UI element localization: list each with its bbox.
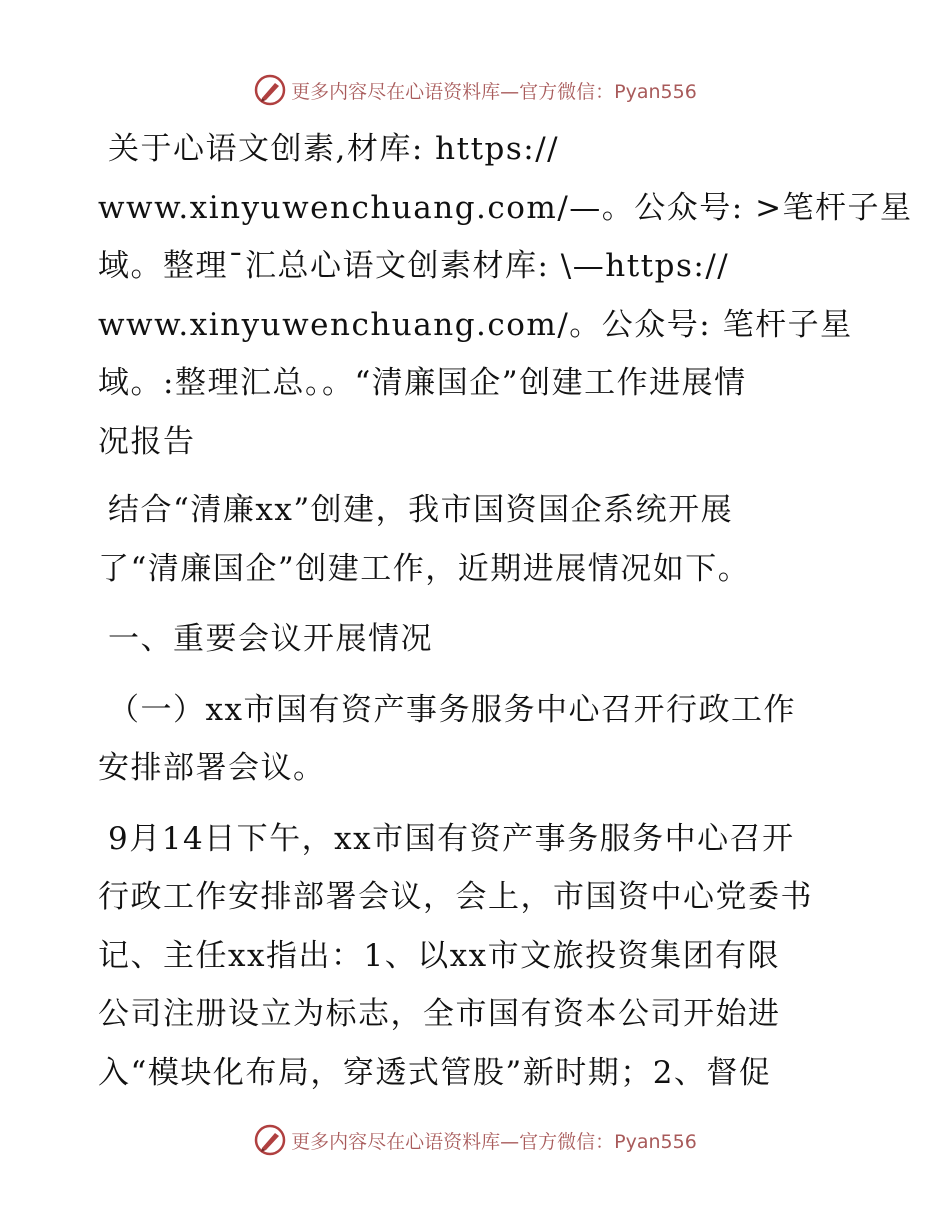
subsection-line: （一）xx市国有资产事务服务中心召开行政工作: [108, 691, 796, 728]
header-watermark-text: 更多内容尽在心语资料库—官方微信：Pyan556: [291, 80, 697, 103]
pen-nib-logo-icon: [253, 73, 287, 107]
footer-watermark-banner: [0, 1120, 950, 1160]
intro-paragraph: [98, 120, 913, 471]
intro-line: 域。整理¯汇总心语文创素材库: \—https://: [98, 248, 730, 284]
footer-watermark-text: 更多内容尽在心语资料库—官方微信：Pyan556: [291, 1130, 697, 1153]
subsection-paragraph: [98, 681, 858, 798]
body-line: 记、主任xx指出：1、以xx市文旅投资集团有限: [98, 937, 781, 974]
intro-line: www.xinyuwenchuang.com/。公众号: 笔杆子星: [98, 306, 853, 343]
subsection-line: 安排部署会议。: [98, 750, 326, 786]
intro-line: 况报告: [98, 423, 196, 460]
summary-line: 结合“清廉xx”创建，我市国资国企系统开展: [108, 492, 734, 528]
body-line: 9月14日下午，xx市国有资产事务服务中心召开: [108, 820, 795, 857]
intro-line: 关于心语文创素,材库: https://: [108, 131, 560, 167]
section-heading-text: 一、重要会议开展情况: [108, 621, 433, 657]
summary-line: 了“清廉国企”创建工作，近期进展情况如下。: [98, 550, 751, 587]
intro-line: www.xinyuwenchuang.com/—。公众号: >笔杆子星: [98, 189, 913, 226]
header-watermark-banner: [0, 70, 950, 110]
body-line: 公司注册设立为标志，全市国有资本公司开始进: [98, 996, 781, 1032]
pen-nib-logo-icon: [253, 1123, 287, 1157]
intro-line: 域。:整理汇总。。“清廉国企”创建工作进展情: [98, 365, 747, 401]
body-line: 行政工作安排部署会议，会上，市国资中心党委书: [98, 879, 813, 915]
summary-paragraph: [98, 481, 858, 598]
body-paragraph: [98, 810, 858, 1103]
document-body: [98, 120, 913, 1102]
body-line: 入“模块化布局，穿透式管股”新时期；2、督促: [98, 1054, 772, 1091]
section-heading: [98, 610, 858, 669]
